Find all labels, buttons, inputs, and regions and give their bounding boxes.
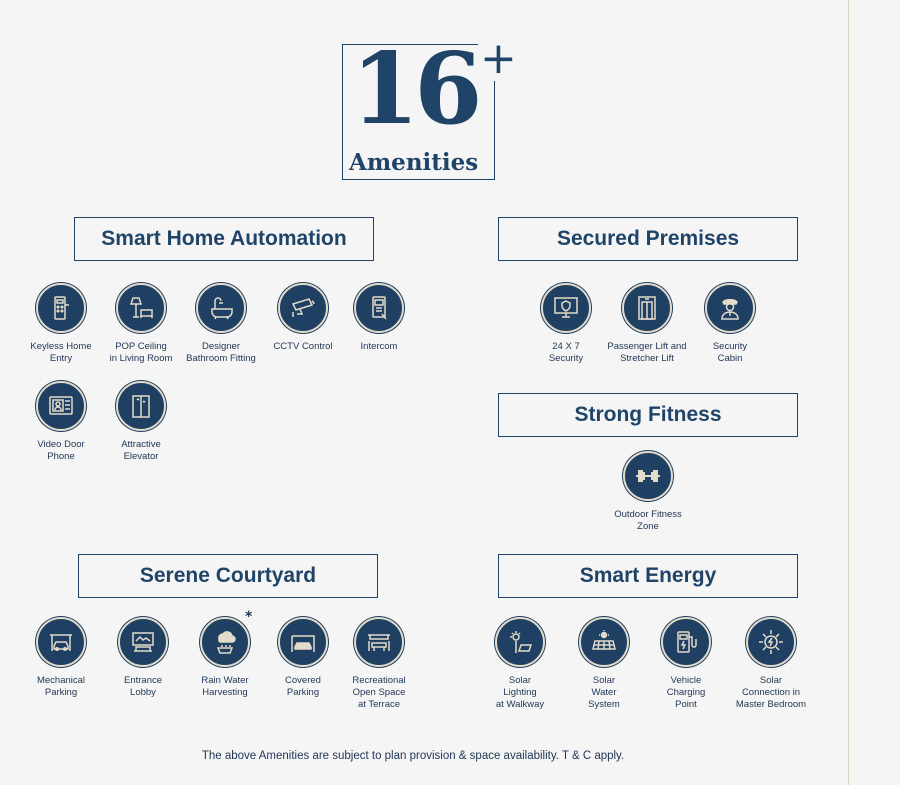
lobby-icon (118, 617, 168, 667)
amenity-label: Mechanical Parking (36, 675, 86, 698)
amenity-label: Attractive Elevator (121, 439, 161, 462)
disclaimer-footnote: The above Amenities are subject to plan provision & space availability. T & C apply. (201, 750, 625, 762)
amenity-label: Solar Water System (588, 675, 620, 710)
cctv-camera-icon (278, 283, 328, 333)
amenity-label: Solar Connection in Master Bedroom (735, 675, 807, 710)
amenity-keyless-entry (18, 283, 104, 365)
solar-panel-icon (579, 617, 629, 667)
logo-word: Amenities (349, 149, 479, 176)
amenity-intercom (336, 283, 422, 353)
amenity-mechanical-parking (18, 617, 104, 699)
amenity-pop-ceiling (98, 283, 184, 365)
section-title-fitness: Strong Fitness (498, 393, 798, 437)
amenity-security-cabin (687, 283, 773, 365)
amenity-label: Designer Bathroom Fitting (186, 341, 256, 364)
amenity-passenger-lift (604, 283, 690, 365)
lift-icon (622, 283, 672, 333)
amenity-label: Entrance Lobby (123, 675, 163, 698)
terrace-icon (354, 617, 404, 667)
amenity-terrace (336, 617, 422, 711)
amenities-logo (342, 32, 517, 180)
section-title-energy: Smart Energy (498, 554, 798, 598)
guard-icon (705, 283, 755, 333)
amenity-label: Vehicle Charging Point (666, 675, 706, 710)
sun-bolt-icon (746, 617, 796, 667)
amenity-label: Covered Parking (285, 675, 321, 698)
covered-car-icon (278, 617, 328, 667)
amenity-label: Rain Water Harvesting (201, 675, 249, 698)
amenity-label: Recreational Open Space at Terrace (352, 675, 406, 710)
asterisk-mark: * (245, 609, 253, 625)
keypad-lock-icon (36, 283, 86, 333)
lamp-sofa-icon (116, 283, 166, 333)
amenity-label: Passenger Lift and Stretcher Lift (607, 341, 687, 364)
amenity-label: Intercom (360, 341, 398, 352)
amenity-label: Video Door Phone (37, 439, 85, 462)
amenity-label: Security Cabin (712, 341, 748, 364)
security-monitor-icon (541, 283, 591, 333)
amenity-label: POP Ceiling in Living Room (109, 341, 173, 364)
page-edge-divider (848, 0, 849, 785)
amenity-cctv (260, 283, 346, 353)
section-title-smart-home: Smart Home Automation (74, 217, 374, 261)
solar-light-icon (495, 617, 545, 667)
amenity-label: Solar Lighting at Walkway (495, 675, 545, 710)
amenity-label: CCTV Control (273, 341, 333, 352)
amenity-vehicle-charging (643, 617, 729, 711)
amenity-solar-lighting (477, 617, 563, 711)
amenity-rain-water (182, 609, 268, 699)
amenity-covered-parking (260, 617, 346, 699)
amenity-24x7-security (523, 283, 609, 365)
amenity-label: Outdoor Fitness Zone (614, 509, 682, 532)
amenity-outdoor-fitness (605, 451, 691, 533)
video-phone-icon (36, 381, 86, 431)
amenity-label: 24 X 7 Security (548, 341, 584, 364)
amenity-bathroom (178, 283, 264, 365)
car-lift-icon (36, 617, 86, 667)
amenity-elevator (98, 381, 184, 463)
section-title-courtyard: Serene Courtyard (78, 554, 378, 598)
section-title-secured: Secured Premises (498, 217, 798, 261)
dumbbell-icon (623, 451, 673, 501)
amenity-solar-water (561, 617, 647, 711)
elevator-icon (116, 381, 166, 431)
ev-charger-icon (661, 617, 711, 667)
rain-cloud-icon (200, 617, 250, 667)
logo-number: 16 (351, 32, 478, 147)
amenity-entrance-lobby (100, 617, 186, 699)
logo-plus: + (480, 33, 517, 84)
amenity-video-door-phone (18, 381, 104, 463)
bathtub-icon (196, 283, 246, 333)
amenity-solar-connection (728, 617, 814, 711)
intercom-icon (354, 283, 404, 333)
amenity-label: Keyless Home Entry (30, 341, 92, 364)
